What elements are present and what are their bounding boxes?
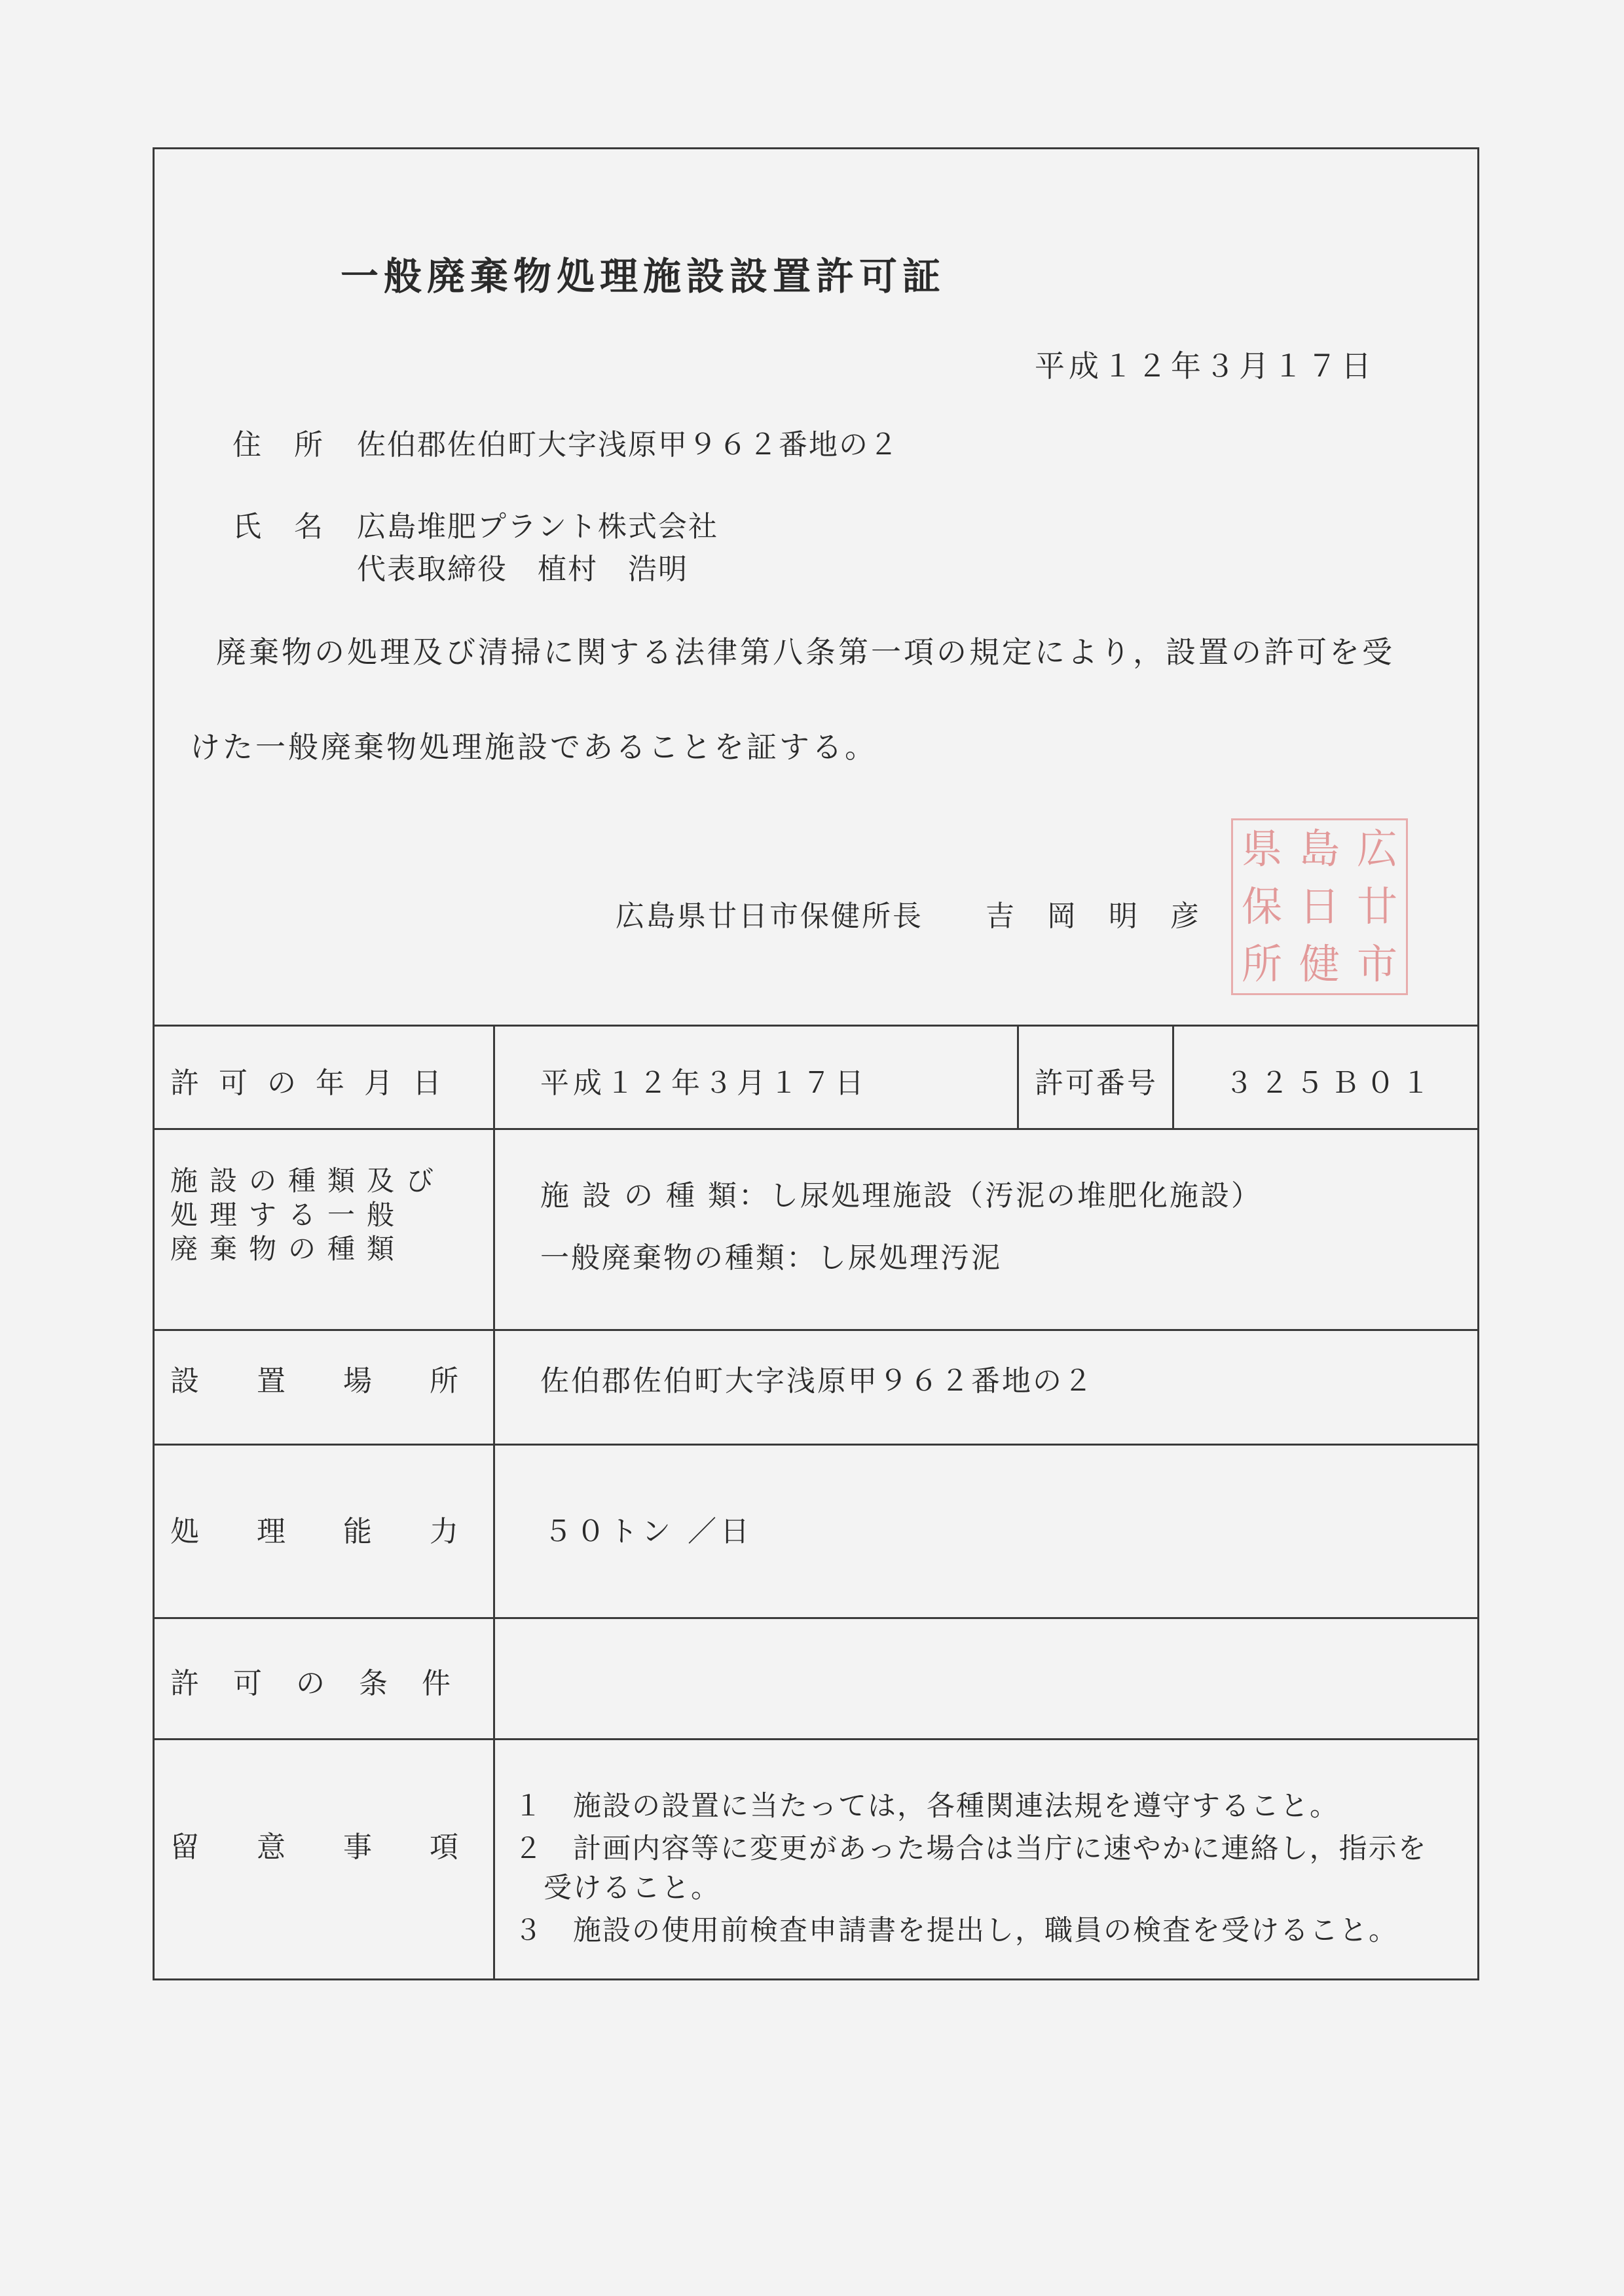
- facility-type-label-line2: 処理する一般: [170, 1199, 407, 1231]
- note-item: ３ 施設の使用前検査申請書を提出し，職員の検査を受けること。: [514, 1914, 1398, 1947]
- document-title: 一般廃棄物処理施設設置許可証: [341, 254, 946, 299]
- permit-number-value: ３２５Ｂ０１: [1225, 1066, 1437, 1100]
- table-row-divider: [153, 1128, 1479, 1130]
- table-column-divider: [1172, 1025, 1174, 1128]
- issuer-name: 吉岡明彦: [986, 900, 1232, 933]
- representative-name: 代表取締役 植村 浩明: [357, 553, 688, 586]
- note-item: ２ 計画内容等に変更があった場合は当庁に速やかに連絡し，指示を: [514, 1832, 1428, 1865]
- capacity-label: 処理能力: [170, 1515, 516, 1548]
- permit-date-label: 許可の年月日: [170, 1066, 461, 1100]
- issuer-title: 広島県廿日市保健所長: [616, 900, 923, 933]
- note-item: １ 施設の設置に当たっては，各種関連法規を遵守すること。: [514, 1790, 1339, 1823]
- notes-label: 留意事項: [170, 1831, 516, 1864]
- waste-type-value: 一般廃棄物の種類：し尿処理汚泥: [540, 1241, 1002, 1275]
- table-column-divider: [1017, 1025, 1019, 1128]
- official-seal: 県 島 広 保 日 廿 所 健 市: [1231, 818, 1408, 995]
- facility-type-label-line1: 施設の種類及び: [170, 1165, 446, 1197]
- facility-type-label-line3: 廃棄物の種類: [170, 1233, 407, 1265]
- note-item: 受けること。: [514, 1872, 720, 1904]
- table-top-border: [153, 1025, 1479, 1027]
- location-label: 設置場所: [170, 1364, 516, 1398]
- address-value: 佐伯郡佐伯町大字浅原甲９６２番地の２: [357, 428, 899, 462]
- issue-date: 平成１２年３月１７日: [1035, 348, 1375, 384]
- conditions-label: 許可の条件: [170, 1667, 485, 1700]
- certification-text-line1: 廃棄物の処理及び清掃に関する法律第八条第一項の規定により，設置の許可を受: [216, 634, 1395, 670]
- table-row-divider: [153, 1738, 1479, 1740]
- address-label: 住所: [232, 428, 356, 462]
- facility-type-value: 施 設 の 種 類：し尿処理施設（汚泥の堆肥化施設）: [540, 1179, 1262, 1212]
- certification-text-line2: けた一般廃棄物処理施設であることを証する。: [190, 729, 877, 765]
- permit-date-value: 平成１２年３月１７日: [540, 1066, 868, 1100]
- table-row-divider: [153, 1329, 1479, 1331]
- permit-number-label: 許可番号: [1035, 1066, 1158, 1100]
- table-row-divider: [153, 1617, 1479, 1619]
- name-label: 氏名: [232, 510, 356, 543]
- company-name: 広島堆肥プラント株式会社: [357, 510, 718, 543]
- location-value: 佐伯郡佐伯町大字浅原甲９６２番地の２: [540, 1364, 1094, 1398]
- capacity-value: ５０トン ／日: [544, 1515, 753, 1548]
- table-row-divider: [153, 1444, 1479, 1446]
